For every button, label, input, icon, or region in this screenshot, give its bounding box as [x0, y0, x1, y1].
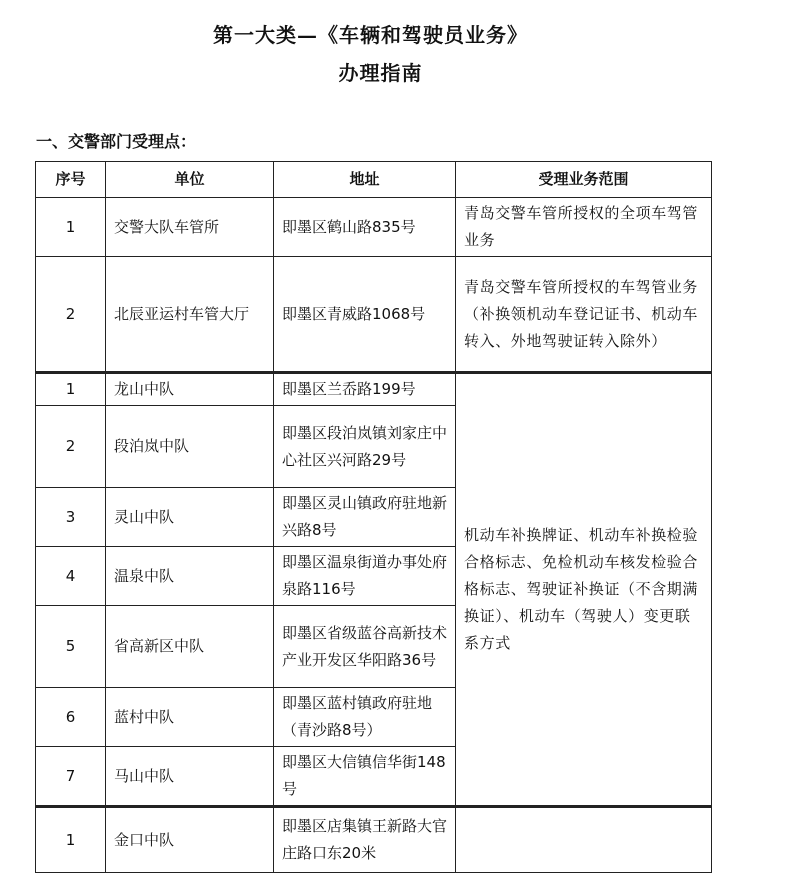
section-heading: 一、交警部门受理点：	[36, 132, 197, 151]
cell-address: 即墨区温泉街道办事处府泉路116号	[274, 547, 456, 606]
cell-unit: 北辰亚运村车管大厅	[106, 257, 274, 373]
cell-address: 即墨区段泊岚镇刘家庄中心社区兴河路29号	[274, 406, 456, 488]
document-subtitle: 办理指南	[338, 61, 423, 85]
header-address: 地址	[274, 162, 456, 198]
cell-no: 2	[36, 406, 106, 488]
cell-scope: 青岛交警车管所授权的车驾管业务（补换领机动车登记证书、机动车转入、外地驾驶证转入除外）	[456, 257, 712, 373]
cell-unit: 省高新区中队	[106, 606, 274, 688]
cell-unit: 龙山中队	[106, 373, 274, 406]
table-row	[36, 198, 712, 257]
cell-address: 即墨区鹤山路835号	[274, 198, 456, 257]
cell-unit: 金口中队	[106, 807, 274, 873]
cell-scope	[456, 807, 712, 873]
cell-no: 6	[36, 688, 106, 747]
cell-no: 3	[36, 488, 106, 547]
cell-no: 4	[36, 547, 106, 606]
cell-unit: 交警大队车管所	[106, 198, 274, 257]
cell-unit: 段泊岚中队	[106, 406, 274, 488]
cell-address: 即墨区青威路1068号	[274, 257, 456, 373]
table-header-row	[36, 162, 712, 198]
header-scope: 受理业务范围	[456, 162, 712, 198]
cell-no: 1	[36, 807, 106, 873]
cell-scope-merged: 机动车补换牌证、机动车补换检验合格标志、免检机动车核发检验合格标志、驾驶证补换证（不含期满换证）、机动车（驾驶人）变更联系方式	[456, 373, 712, 807]
cell-unit: 温泉中队	[106, 547, 274, 606]
table-row	[36, 257, 712, 373]
cell-no: 7	[36, 747, 106, 807]
document-title: 第一大类—《车辆和驾驶员业务》	[213, 23, 528, 47]
header-no: 序号	[36, 162, 106, 198]
cell-address: 即墨区大信镇信华街148号	[274, 747, 456, 807]
cell-no: 2	[36, 257, 106, 373]
header-unit: 单位	[106, 162, 274, 198]
cell-address: 即墨区省级蓝谷高新技术产业开发区华阳路36号	[274, 606, 456, 688]
cell-address: 即墨区兰岙路199号	[274, 373, 456, 406]
cell-no: 1	[36, 373, 106, 406]
table-row	[36, 807, 712, 873]
cell-unit: 蓝村中队	[106, 688, 274, 747]
cell-unit: 马山中队	[106, 747, 274, 807]
table-row	[36, 373, 712, 406]
acceptance-points-table	[35, 161, 712, 873]
cell-unit: 灵山中队	[106, 488, 274, 547]
cell-address: 即墨区店集镇王新路大官庄路口东20米	[274, 807, 456, 873]
cell-no: 1	[36, 198, 106, 257]
cell-no: 5	[36, 606, 106, 688]
cell-scope: 青岛交警车管所授权的全项车驾管业务	[456, 198, 712, 257]
cell-address: 即墨区蓝村镇政府驻地（青沙路8号）	[274, 688, 456, 747]
cell-address: 即墨区灵山镇政府驻地新兴路8号	[274, 488, 456, 547]
